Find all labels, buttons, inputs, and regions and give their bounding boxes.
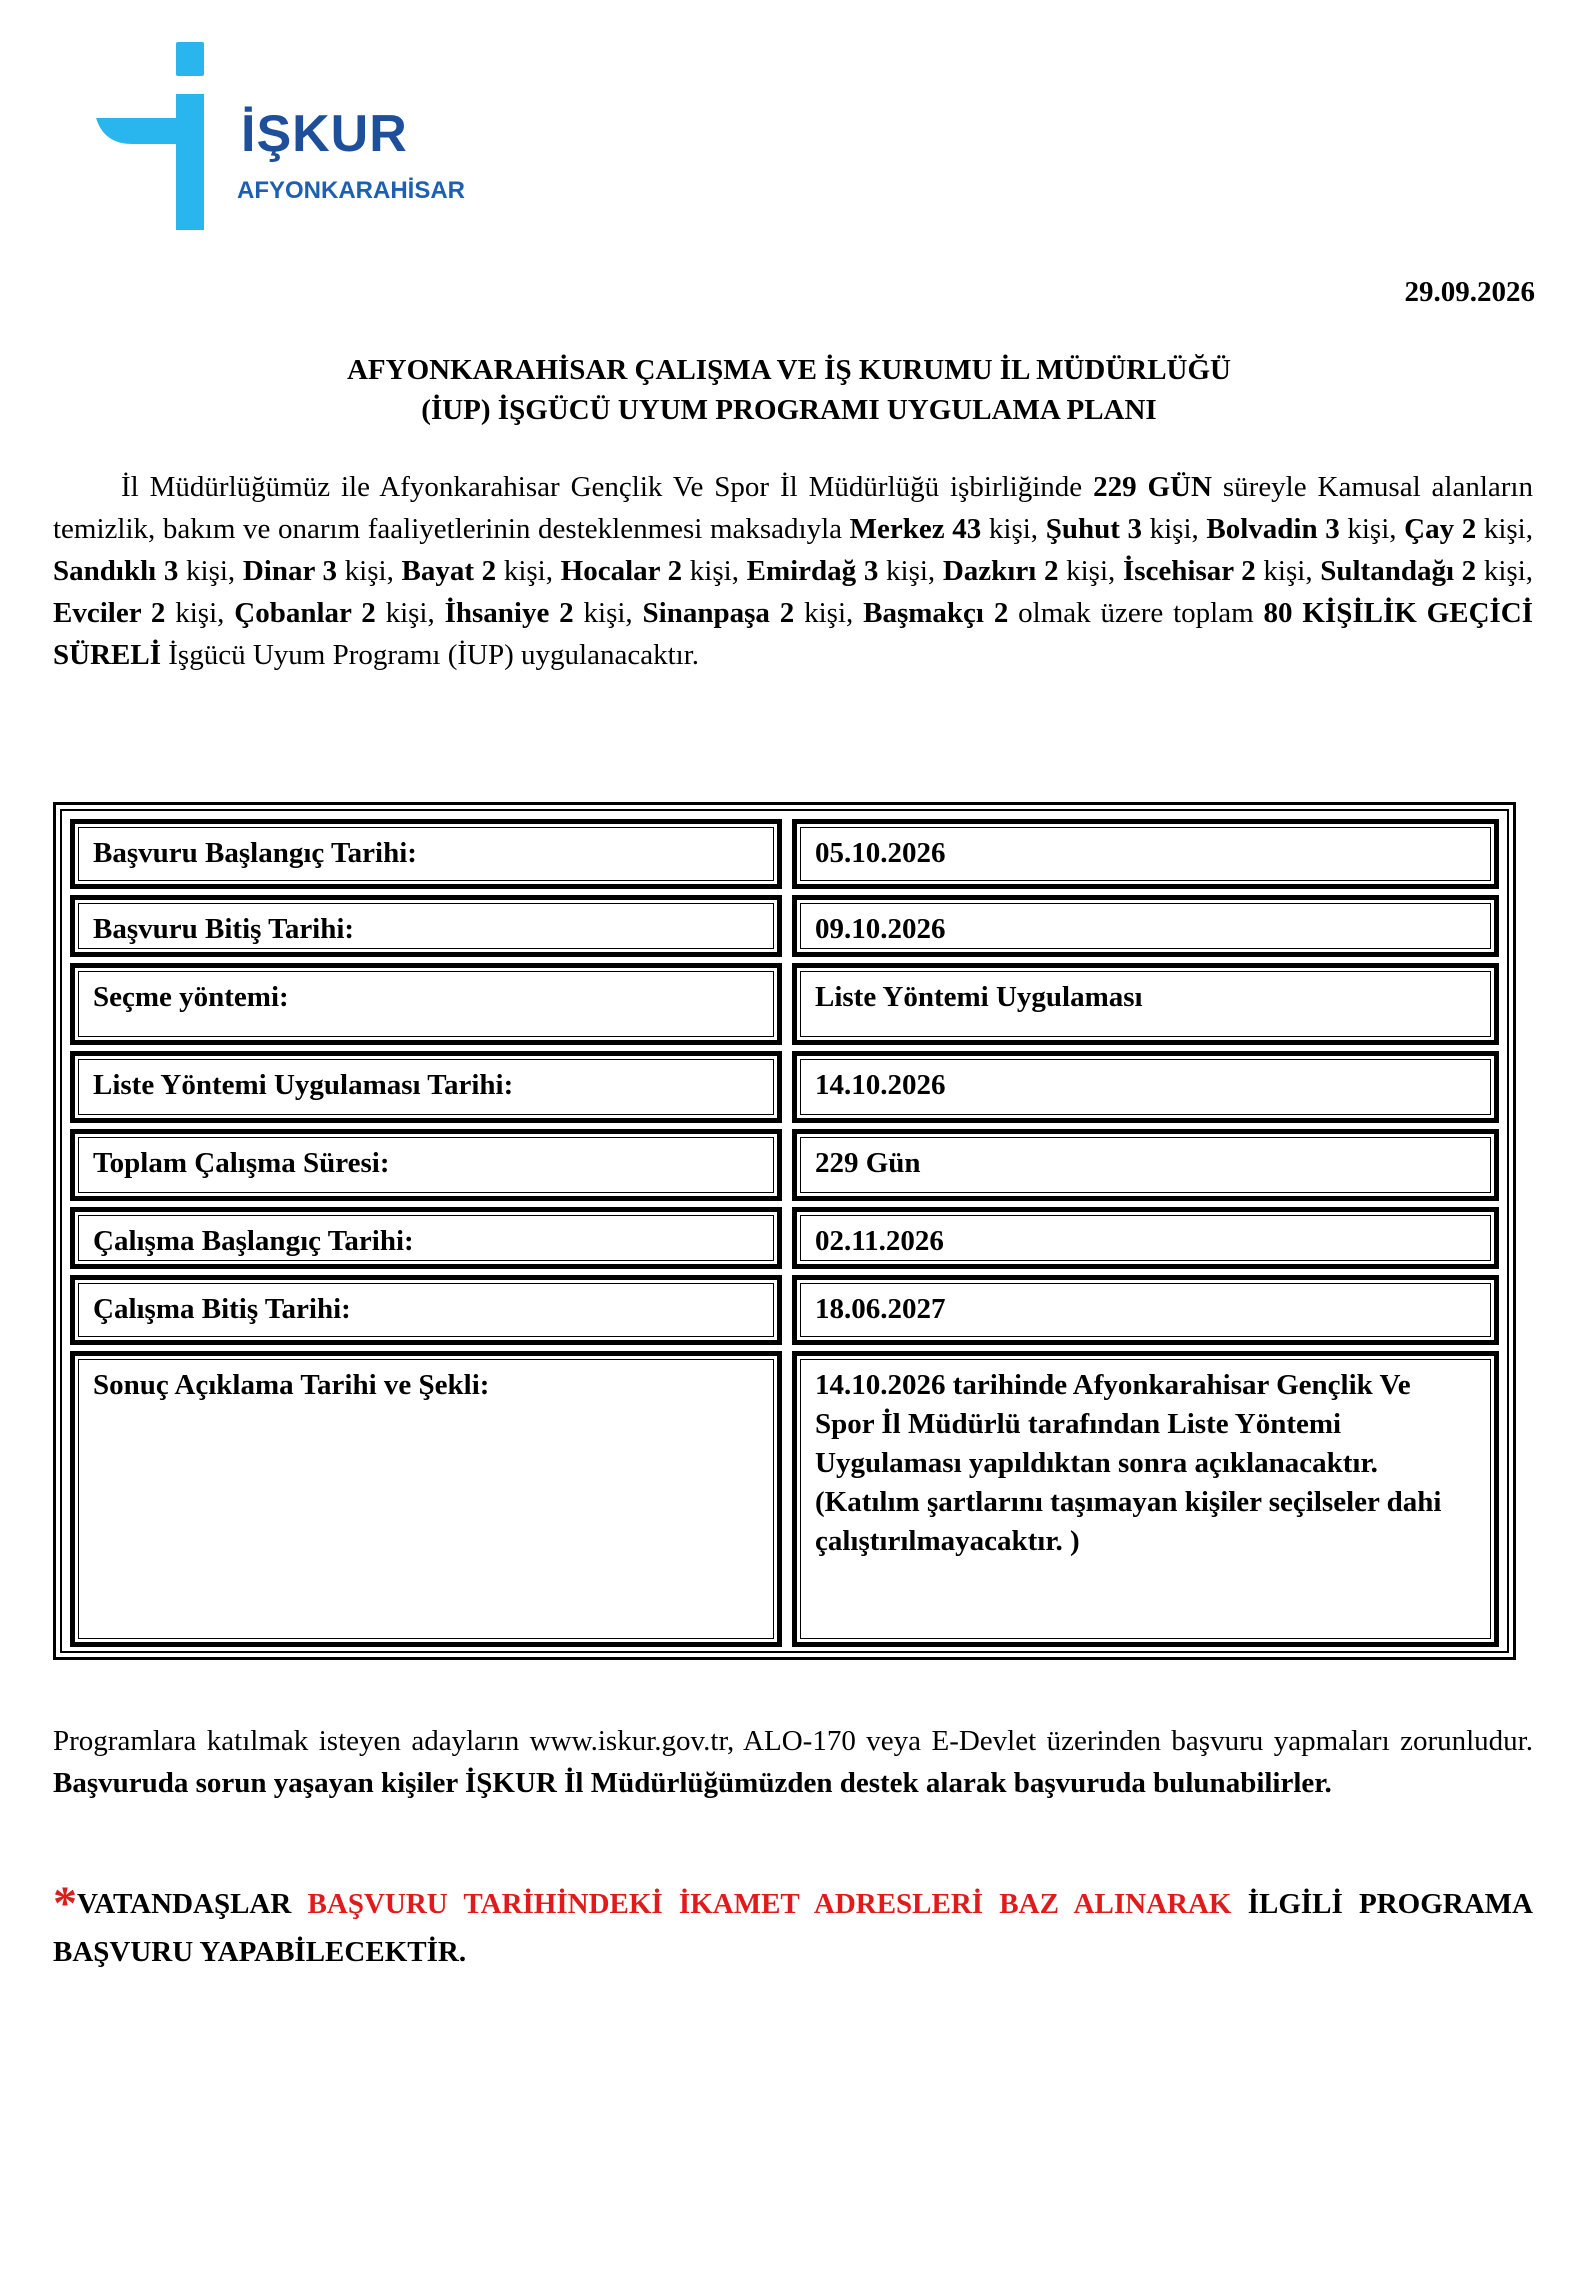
intro-text: kişi,	[1141, 513, 1207, 545]
intro-text: kişi,	[375, 597, 445, 629]
intro-bold-text: 229 GÜN	[1093, 471, 1212, 503]
row-label: Toplam Çalışma Süresi:	[93, 1147, 390, 1179]
row-value: 18.06.2027	[815, 1293, 946, 1325]
program-details-table	[53, 802, 1516, 1660]
document-date: 29.09.2026	[1404, 276, 1535, 308]
application-note	[53, 1720, 1533, 1804]
row-label-cell	[70, 1129, 782, 1201]
row-label: Liste Yöntemi Uygulaması Tarihi:	[93, 1069, 514, 1101]
row-label: Başvuru Bitiş Tarihi:	[93, 913, 355, 945]
table-row	[62, 1275, 1507, 1345]
intro-text: kişi,	[1476, 513, 1533, 545]
intro-bold-text: Sultandağı 2	[1320, 555, 1477, 587]
row-label: Seçme yöntemi:	[93, 981, 289, 1013]
table-row	[62, 819, 1507, 889]
intro-text: kişi,	[573, 597, 643, 629]
title-line-2: (İUP) İŞGÜCÜ UYUM PROGRAMI UYGULAMA PLANI	[421, 394, 1157, 426]
intro-bold-text: İscehisar 2	[1122, 555, 1256, 587]
row-value-cell	[792, 819, 1499, 889]
row-label-cell	[70, 819, 782, 889]
warning-part-1: VATANDAŞLAR	[77, 1888, 308, 1920]
intro-bold-text: İhsaniye 2	[444, 597, 574, 629]
intro-text: kişi,	[1058, 555, 1123, 587]
row-label-cell	[70, 1051, 782, 1123]
intro-bold-text: Sinanpaşa 2	[642, 597, 795, 629]
intro-bold-text: Çay 2	[1404, 513, 1477, 545]
intro-bold-text: Dinar 3	[242, 555, 337, 587]
row-label: Çalışma Bitiş Tarihi:	[93, 1293, 351, 1325]
intro-bold-text: Sandıklı 3	[53, 555, 179, 587]
intro-bold-text: Dazkırı 2	[942, 555, 1059, 587]
intro-bold-text: 80 KİŞİLİK GEÇİCİ SÜRELİ	[53, 597, 1534, 671]
iskur-mark-icon	[96, 42, 236, 232]
row-value-cell	[792, 1275, 1499, 1345]
intro-text: kişi,	[178, 555, 243, 587]
intro-bold-text: Bolvadin 3	[1206, 513, 1340, 545]
intro-text: kişi,	[165, 597, 235, 629]
intro-text: kişi,	[496, 555, 561, 587]
row-label-cell	[70, 1351, 782, 1647]
intro-text: İl Müdürlüğümüz ile Afyonkarahisar Gençlik Ve Spor İl Müdürlüğü işbirliğinde	[121, 471, 1094, 503]
row-label: Çalışma Başlangıç Tarihi:	[93, 1225, 414, 1257]
intro-text: kişi,	[337, 555, 402, 587]
residence-warning	[53, 1877, 1533, 1976]
table-row	[62, 963, 1507, 1045]
row-label-cell	[70, 1275, 782, 1345]
intro-bold-text: Bayat 2	[401, 555, 497, 587]
row-value: 229 Gün	[815, 1147, 921, 1179]
row-label: Başvuru Başlangıç Tarihi:	[93, 837, 417, 869]
row-value: 14.10.2026	[815, 1069, 946, 1101]
row-value-cell	[792, 963, 1499, 1045]
intro-text: İşgücü Uyum Programı (İUP) uygulanacaktır.	[161, 639, 700, 671]
row-label-cell	[70, 1207, 782, 1269]
row-label-cell	[70, 895, 782, 957]
row-label: Sonuç Açıklama Tarihi ve Şekli:	[93, 1369, 490, 1401]
table-row	[62, 1207, 1507, 1269]
table-row	[62, 1129, 1507, 1201]
intro-bold-text: Hocalar 2	[560, 555, 683, 587]
row-value-cell	[792, 1129, 1499, 1201]
row-value: 05.10.2026	[815, 837, 946, 869]
intro-bold-text: Şuhut 3	[1045, 513, 1142, 545]
intro-text: kişi,	[1255, 555, 1321, 587]
table-row	[62, 1351, 1507, 1647]
intro-text: süreyle Kamusal alanların temizlik, bakım ve onarım faaliyetlerinin desteklenmesi maksadıyla	[53, 471, 1533, 545]
intro-bold-text: Merkez 43	[849, 513, 982, 545]
table-row	[62, 1051, 1507, 1123]
document-title	[0, 350, 1588, 430]
intro-text: kişi,	[794, 597, 864, 629]
logo-city: AFYONKARAHİSAR	[237, 177, 465, 204]
intro-paragraph	[53, 466, 1533, 676]
row-value: 02.11.2026	[815, 1225, 944, 1257]
logo-name: İŞKUR	[241, 105, 408, 163]
asterisk-icon: *	[53, 1877, 77, 1930]
row-value-cell	[792, 1207, 1499, 1269]
intro-bold-text: Başmakçı 2	[863, 597, 1009, 629]
intro-text: olmak üzere toplam	[1008, 597, 1264, 629]
row-value-cell	[792, 1351, 1499, 1647]
intro-text: kişi,	[878, 555, 943, 587]
table-inner-frame	[60, 809, 1509, 1653]
warning-part-3: İLGİLİ PROGRAMA BAŞVURU YAPABİLECEKTİR.	[53, 1888, 1533, 1968]
iskur-logo	[96, 42, 496, 232]
row-value: 14.10.2026 tarihinde Afyonkarahisar Gençlik Ve Spor İl Müdürlü tarafından Liste Yöntemi Uygulaması yapıldıktan sonra açıklanacaktır. (Katılım şartlarını taşımayan kişiler seçilseler dahi çalıştırılmayacaktır. )	[815, 1369, 1442, 1557]
note-bold-text: Başvuruda sorun yaşayan kişiler İŞKUR İl Müdürlüğümüzden destek alarak başvuruda bulunabilirler.	[53, 1767, 1332, 1799]
row-value: 09.10.2026	[815, 913, 946, 945]
warning-highlight: BAŞVURU TARİHİNDEKİ İKAMET ADRESLERİ BAZ ALINARAK	[307, 1888, 1232, 1920]
row-value: Liste Yöntemi Uygulaması	[815, 981, 1143, 1013]
intro-text: kişi,	[1476, 555, 1534, 587]
intro-bold-text: Çobanlar 2	[234, 597, 376, 629]
intro-text: kişi,	[981, 513, 1046, 545]
intro-bold-text: Emirdağ 3	[746, 555, 879, 587]
title-line-1: AFYONKARAHİSAR ÇALIŞMA VE İŞ KURUMU İL MÜDÜRLÜĞÜ	[346, 354, 1232, 386]
intro-text: kişi,	[1339, 513, 1405, 545]
note-text: Programlara katılmak isteyen adayların www.iskur.gov.tr, ALO-170 veya E-Devlet üzerinden başvuru yapmaları zorunludur.	[53, 1725, 1533, 1757]
table-row	[62, 895, 1507, 957]
row-label-cell	[70, 963, 782, 1045]
row-value-cell	[792, 895, 1499, 957]
row-value-cell	[792, 1051, 1499, 1123]
intro-bold-text: Evciler 2	[53, 597, 166, 629]
intro-text: kişi,	[682, 555, 747, 587]
